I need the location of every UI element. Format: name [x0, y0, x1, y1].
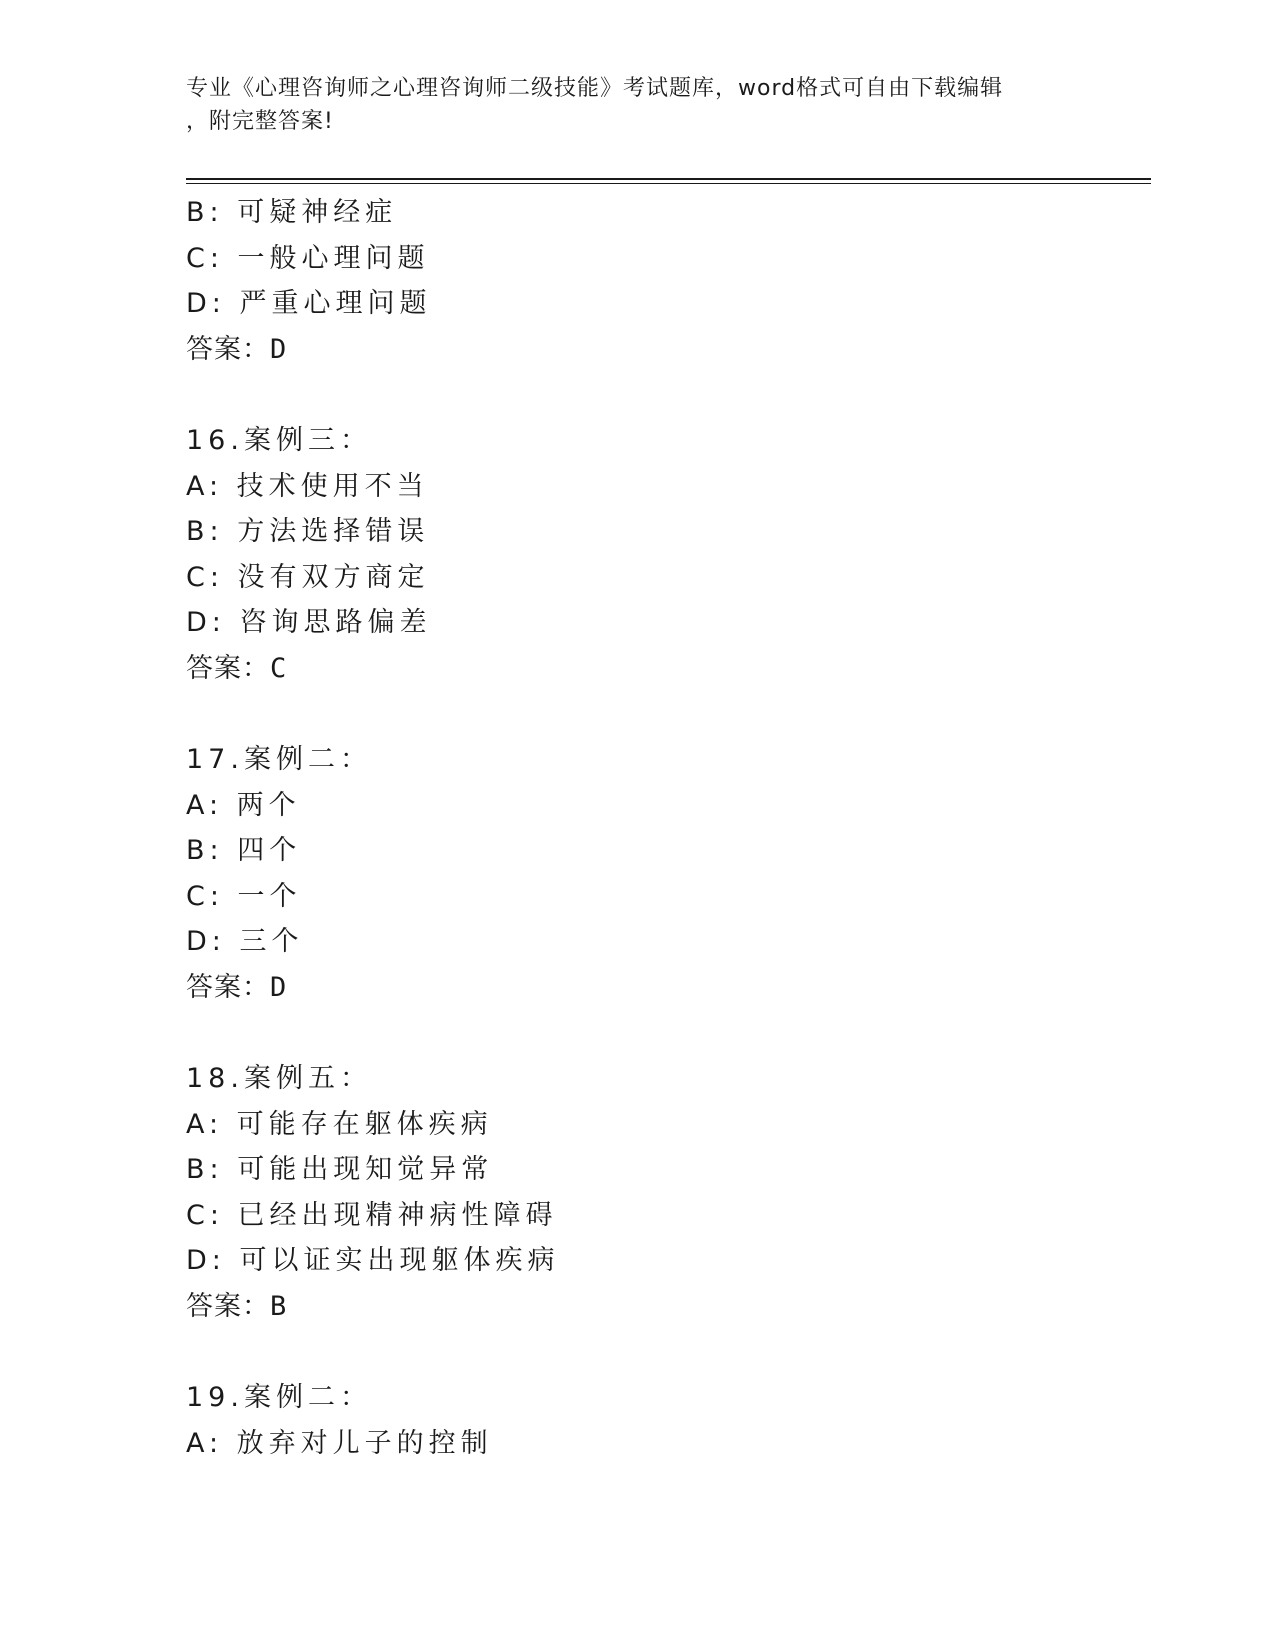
question-title: 19.案例二： [186, 1382, 372, 1413]
option-c: C: 一个 [186, 880, 302, 912]
option-b: B: 可疑神经症 [186, 197, 398, 228]
option-b: B: 四个 [186, 835, 302, 866]
option-c: C: 一般心理问题 [186, 242, 430, 274]
option-a: A: 两个 [186, 789, 301, 821]
spacer [186, 372, 1146, 418]
question-block-19 [186, 1375, 1146, 1466]
option-d: D: 可以证实出现躯体疾病 [186, 1245, 560, 1276]
spacer [186, 1329, 1146, 1375]
question-title: 16.案例三： [186, 425, 372, 456]
option-b: B: 方法选择错误 [186, 516, 430, 547]
question-block-15-continued [186, 190, 1146, 372]
question-title: 18.案例五： [186, 1063, 372, 1094]
question-block-18 [186, 1056, 1146, 1329]
answer-line: 答案：D [186, 333, 288, 365]
answer-line: 答案：C [186, 652, 288, 684]
header-title-line-2: ，附完整答案! [186, 109, 334, 134]
question-list [186, 190, 1146, 1466]
question-block-17 [186, 737, 1146, 1010]
option-a: A: 技术使用不当 [186, 470, 429, 502]
spacer [186, 691, 1146, 737]
document-header [186, 72, 1066, 138]
option-c: C: 没有双方商定 [186, 561, 430, 593]
answer-line: 答案：B [186, 1290, 288, 1322]
option-d: D: 三个 [186, 926, 304, 957]
header-divider-thin [186, 183, 1151, 184]
header-divider-thick [186, 178, 1151, 180]
answer-line: 答案：D [186, 971, 288, 1003]
option-b: B: 可能出现知觉异常 [186, 1154, 494, 1185]
option-c: C: 已经出现精神病性障碍 [186, 1199, 558, 1231]
header-title-line-1: 专业《心理咨询师之心理咨询师二级技能》考试题库，word格式可自由下载编辑 [186, 76, 1004, 101]
option-d: D: 咨询思路偏差 [186, 607, 432, 638]
option-a: A: 可能存在躯体疾病 [186, 1108, 493, 1140]
question-title: 17.案例二： [186, 744, 372, 775]
spacer [186, 1010, 1146, 1056]
option-d: D: 严重心理问题 [186, 288, 432, 319]
question-block-16 [186, 418, 1146, 691]
option-a: A: 放弃对儿子的控制 [186, 1427, 493, 1459]
